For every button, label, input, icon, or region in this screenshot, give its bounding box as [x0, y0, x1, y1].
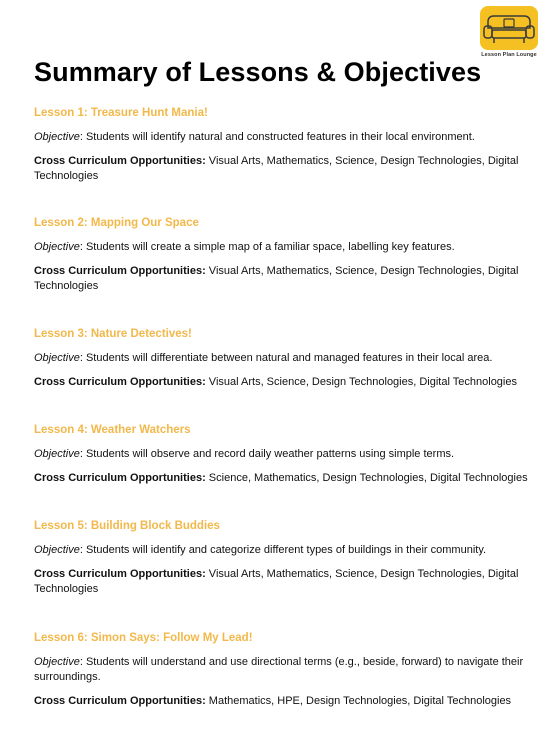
lesson-4 [34, 423, 544, 486]
lesson-2 [34, 216, 544, 294]
lesson-cco: Cross Curriculum Opportunities: Science, Mathematics, Design Technologies, Digital Technologies [34, 472, 528, 484]
lesson-objective: Objective: Students will identify natural and constructed features in their local environment. [34, 131, 475, 143]
logo [474, 4, 544, 60]
lesson-6 [34, 631, 544, 709]
sofa-logo-icon [474, 4, 544, 54]
lesson-objective: Objective: Students will differentiate between natural and managed features in their local area. [34, 352, 493, 364]
lesson-cco: Cross Curriculum Opportunities: Visual Arts, Mathematics, Science, Design Technologies, Digital Technologies [34, 155, 519, 182]
lesson-objective: Objective: Students will identify and categorize different types of buildings in their community. [34, 544, 487, 556]
lesson-5 [34, 519, 544, 597]
lesson-objective: Objective: Students will create a simple map of a familiar space, labelling key features. [34, 241, 455, 253]
lesson-title: Lesson 6: Simon Says: Follow My Lead! [34, 632, 253, 644]
lesson-title: Lesson 2: Mapping Our Space [34, 217, 199, 229]
lesson-1 [34, 106, 544, 184]
lesson-3 [34, 327, 544, 390]
lesson-cco: Cross Curriculum Opportunities: Visual Arts, Mathematics, Science, Design Technologies, Digital Technologies [34, 265, 519, 292]
lesson-cco: Cross Curriculum Opportunities: Visual Arts, Science, Design Technologies, Digital Technologies [34, 376, 517, 388]
lesson-objective: Objective: Students will observe and record daily weather patterns using simple terms. [34, 448, 455, 460]
lesson-title: Lesson 5: Building Block Buddies [34, 520, 220, 532]
lesson-title: Lesson 3: Nature Detectives! [34, 328, 192, 340]
lesson-objective: Objective: Students will understand and use directional terms (e.g., beside, forward) to navigate their surroundings. [34, 656, 524, 683]
logo-text: Lesson Plan Lounge [481, 52, 537, 58]
lesson-title: Lesson 4: Weather Watchers [34, 424, 191, 436]
page-title: Summary of Lessons & Objectives [34, 57, 482, 87]
lesson-cco: Cross Curriculum Opportunities: Mathematics, HPE, Design Technologies, Digital Technologies [34, 695, 512, 707]
lesson-cco: Cross Curriculum Opportunities: Visual Arts, Mathematics, Science, Design Technologies, Digital Technologies [34, 568, 519, 595]
lesson-title: Lesson 1: Treasure Hunt Mania! [34, 107, 208, 119]
